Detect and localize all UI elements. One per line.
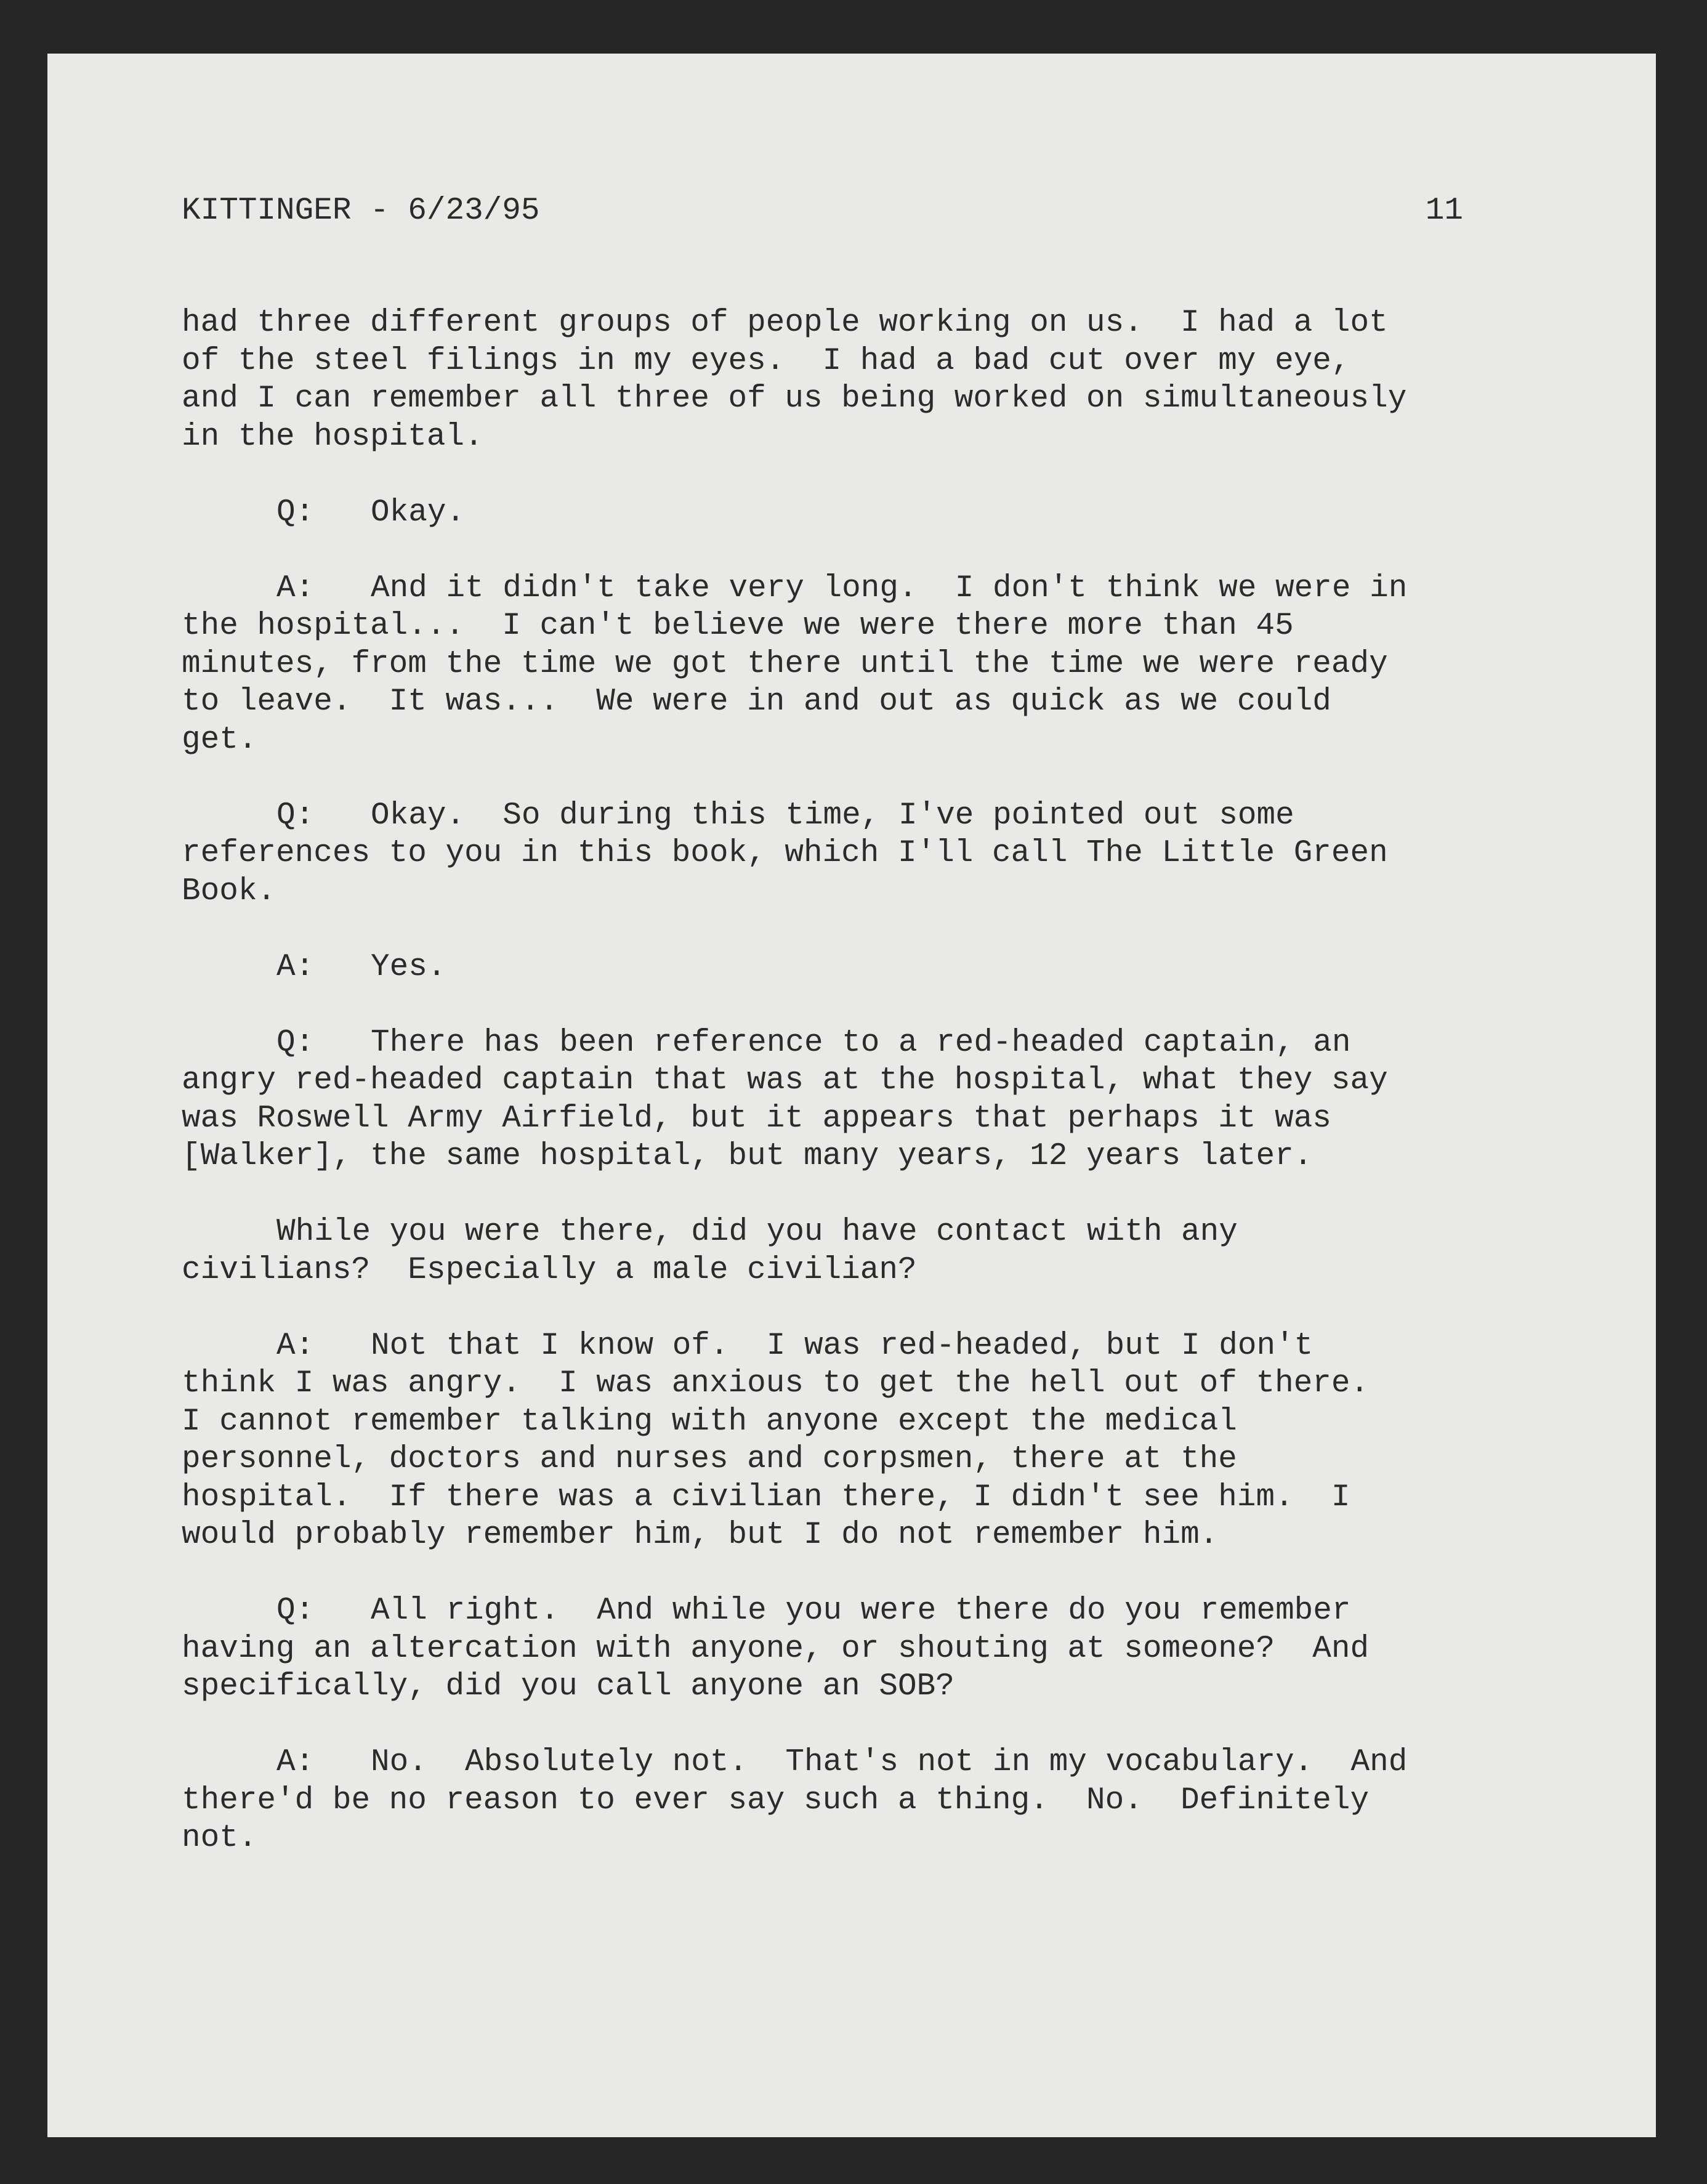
paragraph-5: A: Yes. (276, 949, 446, 985)
page-header (182, 193, 1463, 243)
paragraph-1: had three different groups of people working on us. I had a lot of the steel filings in my eyes. I had a bad cut over my eye, and I can remember all three of us being worked on simultaneously in the hospital. (182, 305, 1407, 455)
paragraph-2: Q: Okay. (276, 495, 466, 530)
paragraph-6: Q: There has been reference to a red-headed captain, an angry red-headed captain that was at the hospital, what they say was Roswell Army Airfield, but it appears that perhaps it was [Walker], the same hospital, but many years, 12 years later. (182, 1025, 1388, 1174)
paragraph-10: A: No. Absolutely not. That's not in my vocabulary. And there'd be no reason to ever say such a thing. No. Definitely not. (182, 1745, 1408, 1856)
paragraph-8: A: Not that I know of. I was red-headed, but I don't think I was angry. I was anxious to get the hell out of there. I cannot remember talking with anyone except the medical personnel, doctors and nurses and corpsmen, there at the hospital. If there was a civilian there, I didn't see him. I would probably remember him, but I do not remember him. (182, 1328, 1370, 1553)
page-number: 11 (1425, 193, 1463, 229)
header-title: KITTINGER - 6/23/95 (182, 193, 540, 229)
paragraph-3: A: And it didn't take very long. I don't think we were in the hospital... I can't believe we were there more than 45 minutes, from the time we got there until the time we were ready to leave. It was... We were in and out as quick as we could get. (182, 570, 1408, 758)
paragraph-7: While you were there, did you have contact with any civilians? Especially a male civilian? (182, 1215, 1238, 1288)
transcript-body (182, 304, 1469, 1895)
paragraph-4: Q: Okay. So during this time, I've pointed out some references to you in this book, which I'll call The Little Green Book. (182, 798, 1388, 909)
paragraph-9: Q: All right. And while you were there do you remember having an altercation with anyone, or shouting at someone? And specifically, did you call anyone an SOB? (182, 1593, 1370, 1704)
